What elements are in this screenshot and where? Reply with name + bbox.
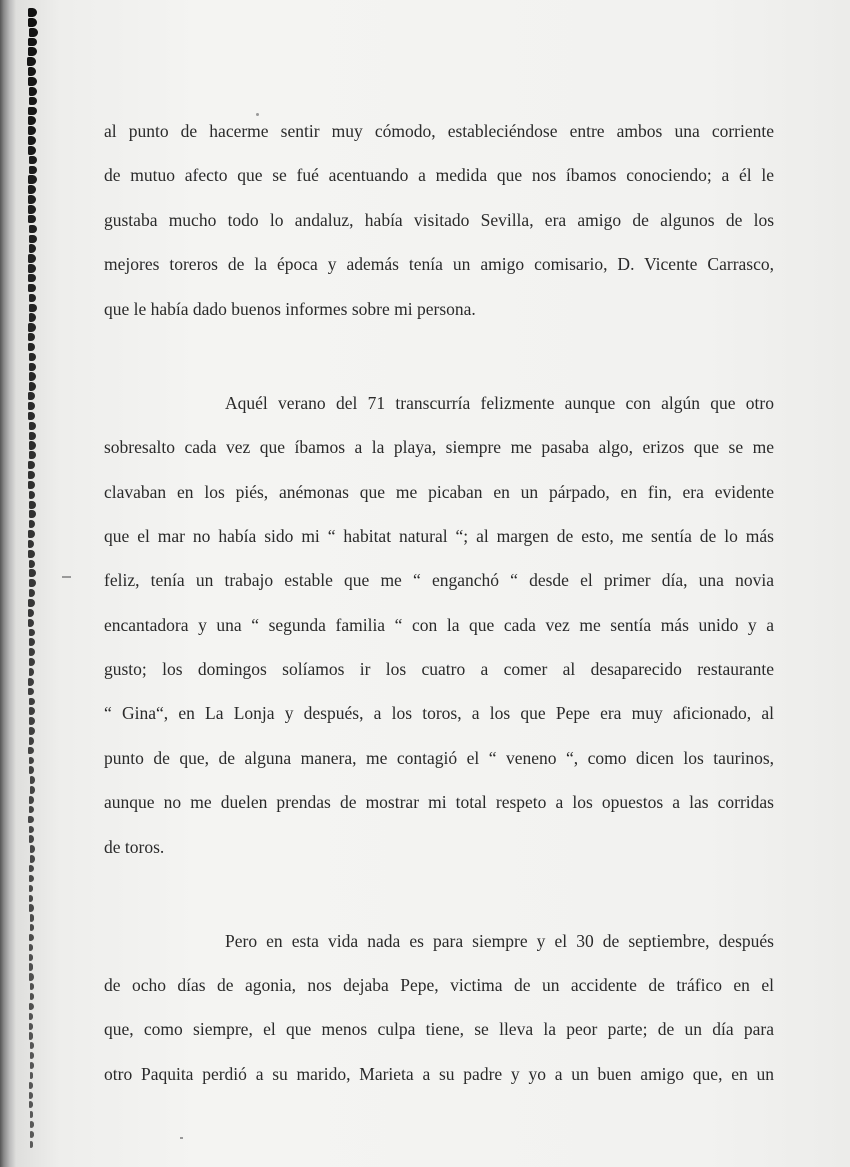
text-line: gusto; los domingos solíamos ir los cuatro a comer al desaparecido restaurante xyxy=(104,659,774,679)
binder-hole xyxy=(29,1092,33,1099)
binder-hole xyxy=(28,747,33,755)
binder-hole xyxy=(28,550,34,558)
binder-hole xyxy=(28,688,34,696)
binder-hole xyxy=(29,806,34,814)
binder-hole xyxy=(29,629,35,637)
binder-hole xyxy=(28,609,34,617)
text-line: que el mar no había sido mi “ habitat natural “; al margen de esto, me sentía de lo más xyxy=(104,526,774,546)
text-line: aunque no me duelen prendas de mostrar mi total respeto a los opuestos a las corridas xyxy=(104,792,774,812)
binder-hole xyxy=(28,146,36,155)
binder-hole xyxy=(29,294,37,303)
text-line: gustaba mucho todo lo andaluz, había visitado Sevilla, era amigo de algunos de los xyxy=(104,210,774,230)
binder-hole xyxy=(29,963,33,970)
binder-hole xyxy=(30,1052,34,1059)
binder-hole xyxy=(29,885,34,893)
binder-hole xyxy=(29,668,35,676)
binder-hole xyxy=(29,1101,33,1108)
binder-hole xyxy=(29,244,37,253)
binder-hole xyxy=(29,225,37,234)
binder-hole xyxy=(28,67,37,76)
binder-hole xyxy=(29,491,36,499)
text-line: Aquél verano del 71 transcurría felizmente aunque con algún que otro xyxy=(225,393,774,413)
binder-hole xyxy=(29,895,34,902)
binder-hole xyxy=(28,107,37,116)
binder-hole xyxy=(29,707,35,715)
text-line: Pero en esta vida nada es para siempre y el 30 de septiembre, después xyxy=(225,931,774,951)
speck xyxy=(256,113,259,116)
binder-hole xyxy=(29,589,35,597)
binding-edge xyxy=(0,0,16,1167)
binder-hole xyxy=(29,826,34,834)
binder-hole xyxy=(29,757,34,765)
binder-hole xyxy=(29,501,36,509)
binder-hole xyxy=(29,313,37,322)
binder-hole xyxy=(29,1023,33,1030)
text-line: que, como siempre, el que menos culpa tiene, se lleva la peor parte; de un día para xyxy=(104,1019,774,1039)
binder-hole xyxy=(30,845,35,853)
binder-hole xyxy=(29,717,35,725)
binder-hole xyxy=(29,766,34,774)
binder-hole xyxy=(28,619,34,627)
binder-hole xyxy=(28,412,35,420)
binder-hole xyxy=(29,1032,33,1039)
binder-hole xyxy=(28,175,36,184)
binder-hole xyxy=(29,520,36,528)
binder-hole xyxy=(28,402,35,410)
binder-hole xyxy=(29,235,37,244)
binder-hole xyxy=(28,136,36,145)
binder-hole xyxy=(28,392,35,400)
binder-hole xyxy=(28,333,35,341)
binder-hole xyxy=(28,215,36,224)
binder-hole xyxy=(30,1111,34,1118)
text-line: de mutuo afecto que se fué acentuando a medida que nos íbamos conociendo; a él le xyxy=(104,165,774,185)
binder-hole xyxy=(29,638,35,646)
text-line: feliz, tenía un trabajo estable que me “ enganchó “ desde el primer día, una novia xyxy=(104,570,774,590)
binder-hole xyxy=(28,461,35,469)
binder-hole xyxy=(29,304,37,313)
text-line: que le había dado buenos informes sobre mi persona. xyxy=(104,299,476,319)
text-line: al punto de hacerme sentir muy cómodo, estableciéndose entre ambos una corriente xyxy=(104,121,774,141)
binder-hole xyxy=(29,875,34,883)
binder-hole xyxy=(28,8,37,17)
margin-mark xyxy=(62,576,71,578)
binder-hole xyxy=(29,698,35,706)
text-line: encantadora y una “ segunda familia “ con la que cada vez me sentía más unido y a xyxy=(104,615,774,635)
binder-hole xyxy=(29,569,35,577)
binder-hole xyxy=(30,914,35,921)
binder-hole xyxy=(29,510,36,518)
binder-hole xyxy=(29,97,38,106)
binder-hole xyxy=(29,579,35,587)
binder-hole xyxy=(30,983,34,990)
binder-hole xyxy=(29,28,38,37)
binder-hole xyxy=(28,274,36,283)
binder-hole xyxy=(29,648,35,656)
binder-hole xyxy=(29,560,35,568)
binder-hole xyxy=(29,422,36,430)
binder-hole xyxy=(29,934,34,941)
binder-hole xyxy=(29,372,36,380)
binder-hole xyxy=(28,471,35,479)
binder-hole xyxy=(29,865,34,873)
binder-hole xyxy=(29,87,38,96)
binder-hole xyxy=(29,727,35,735)
binder-hole xyxy=(29,441,36,449)
binder-hole xyxy=(30,855,35,863)
binder-hole xyxy=(29,658,35,666)
binder-hole xyxy=(29,166,37,175)
binder-hole xyxy=(28,343,35,351)
binder-hole xyxy=(28,678,34,686)
binder-hole xyxy=(29,954,33,961)
binder-hole xyxy=(28,116,37,125)
binder-hole xyxy=(28,77,37,86)
binder-hole xyxy=(29,796,34,804)
binder-hole xyxy=(28,254,36,263)
binder-hole xyxy=(28,185,36,194)
binder-hole xyxy=(30,776,35,784)
binder-hole xyxy=(29,156,37,165)
binder-hole xyxy=(28,530,35,538)
binder-hole xyxy=(29,382,36,390)
binder-hole xyxy=(27,57,36,66)
binder-hole xyxy=(29,904,34,911)
binder-hole xyxy=(29,432,36,440)
binder-hole xyxy=(28,47,37,56)
binder-hole xyxy=(30,1072,34,1079)
text-line: otro Paquita perdió a su marido, Marieta a su padre y yo a un buen amigo que, en un xyxy=(104,1064,774,1084)
binder-hole xyxy=(29,363,36,371)
text-line: de ocho días de agonia, nos dejaba Pepe, victima de un accidente de tráfico en el xyxy=(104,975,774,995)
binder-hole xyxy=(29,944,34,951)
binder-hole xyxy=(28,38,37,47)
binder-hole xyxy=(30,924,35,931)
binder-hole xyxy=(29,353,36,361)
binder-hole xyxy=(28,264,36,273)
text-line: “ Gina“, en La Lonja y después, a los toros, a los que Pepe era muy aficionado, al xyxy=(104,703,774,723)
binder-hole xyxy=(28,284,36,293)
binder-hole xyxy=(30,1062,34,1069)
binder-hole xyxy=(29,973,33,980)
binder-hole xyxy=(29,451,36,459)
text-line: sobresalto cada vez que íbamos a la playa, siempre me pasaba algo, erizos que se me xyxy=(104,437,774,457)
binder-hole xyxy=(28,816,33,824)
binder-hole xyxy=(28,599,34,607)
speck xyxy=(180,1137,183,1139)
binder-hole xyxy=(28,481,35,489)
binder-hole xyxy=(29,1013,33,1020)
text-line: clavaban en los piés, anémonas que me picaban en un párpado, en fin, era evidente xyxy=(104,482,774,502)
binder-hole xyxy=(29,1082,33,1089)
binder-hole xyxy=(28,18,37,27)
text-line: mejores toreros de la época y además tenía un amigo comisario, D. Vicente Carrasco, xyxy=(104,254,774,274)
binder-hole xyxy=(29,1003,33,1010)
binder-hole xyxy=(29,835,34,843)
binder-hole xyxy=(30,786,35,794)
binder-hole xyxy=(30,1042,34,1049)
binder-hole xyxy=(30,993,34,1000)
binder-hole xyxy=(30,1131,34,1138)
text-line: punto de que, de alguna manera, me contagió el “ veneno “, como dicen los taurinos, xyxy=(104,748,774,768)
binder-hole xyxy=(30,1141,34,1148)
binder-hole xyxy=(28,195,36,204)
binder-hole xyxy=(28,205,36,214)
text-line: de toros. xyxy=(104,837,165,857)
binder-hole xyxy=(29,737,35,745)
binder-holes xyxy=(28,8,44,1158)
binder-hole xyxy=(28,323,36,331)
binder-hole xyxy=(30,1121,34,1128)
binder-hole xyxy=(28,540,34,548)
binder-hole xyxy=(28,126,36,135)
